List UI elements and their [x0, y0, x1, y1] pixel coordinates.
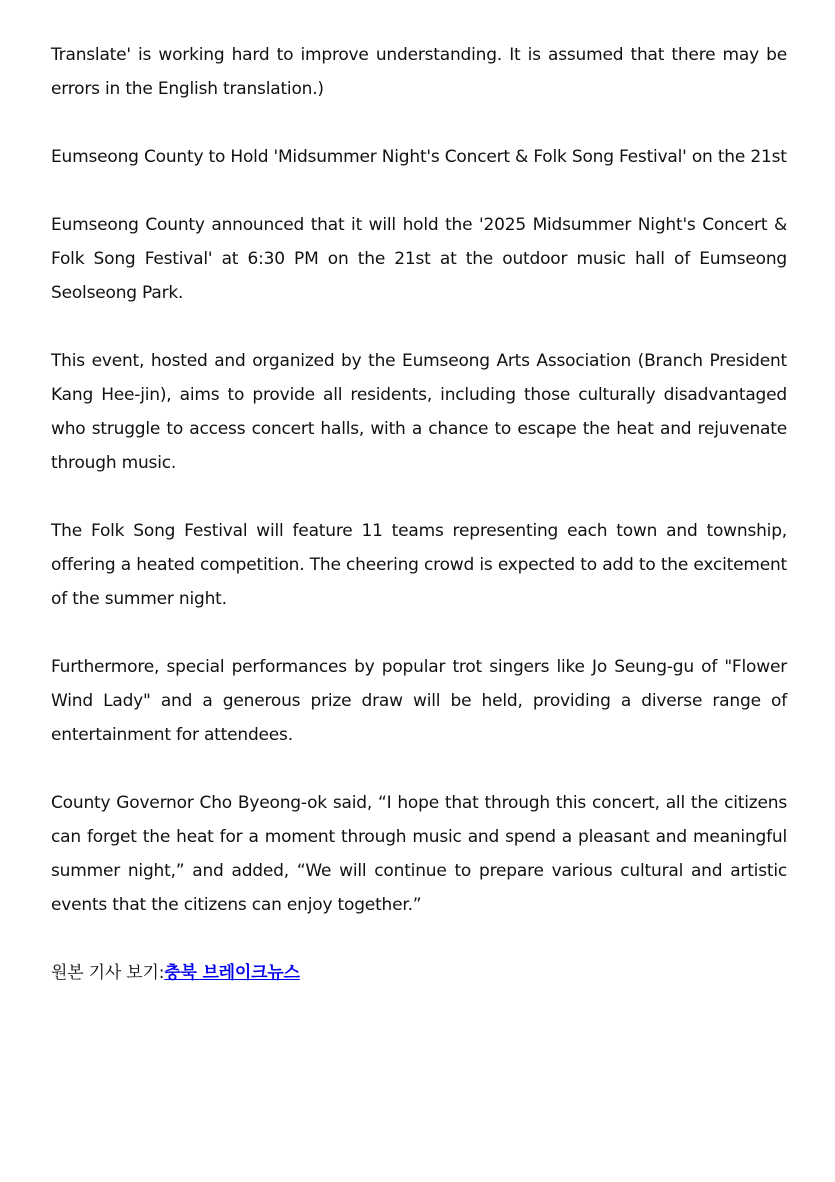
article-paragraph: Eumseong County announced that it will hold the '2025 Midsummer Night's Concert & Folk Song Festival' at 6:30 PM on the 21st at the outdoor music hall of Eumseong Seolseong Park. [51, 215, 787, 303]
source-label: 원본 기사 보기: [51, 963, 165, 983]
article-body [51, 38, 787, 990]
article-paragraph: This event, hosted and organized by the Eumseong Arts Association (Branch President Kang Hee-jin), aims to provide all residents, including those culturally disadvantaged who struggle to access concert halls, with a chance to escape the heat and rejuvenate through music. [51, 351, 787, 473]
source-line [51, 956, 787, 990]
translation-notice: Translate' is working hard to improve understanding. It is assumed that there may be errors in the English translation.) [51, 45, 787, 99]
article-paragraph: County Governor Cho Byeong-ok said, “I hope that through this concert, all the citizens can forget the heat for a moment through music and spend a pleasant and meaningful summer night,” and added, “We will continue to prepare various cultural and artistic events that the citizens can enjoy together.” [51, 793, 787, 915]
article-paragraph: Furthermore, special performances by popular trot singers like Jo Seung-gu of "Flower Wind Lady" and a generous prize draw will be held, providing a diverse range of entertainment for attendees. [51, 657, 787, 745]
article-paragraph: The Folk Song Festival will feature 11 teams representing each town and township, offering a heated competition. The cheering crowd is expected to add to the excitement of the summer night. [51, 521, 787, 609]
source-link[interactable]: 충북 브레이크뉴스 [164, 963, 300, 983]
article-headline: Eumseong County to Hold 'Midsummer Night's Concert & Folk Song Festival' on the 21st [51, 147, 787, 167]
